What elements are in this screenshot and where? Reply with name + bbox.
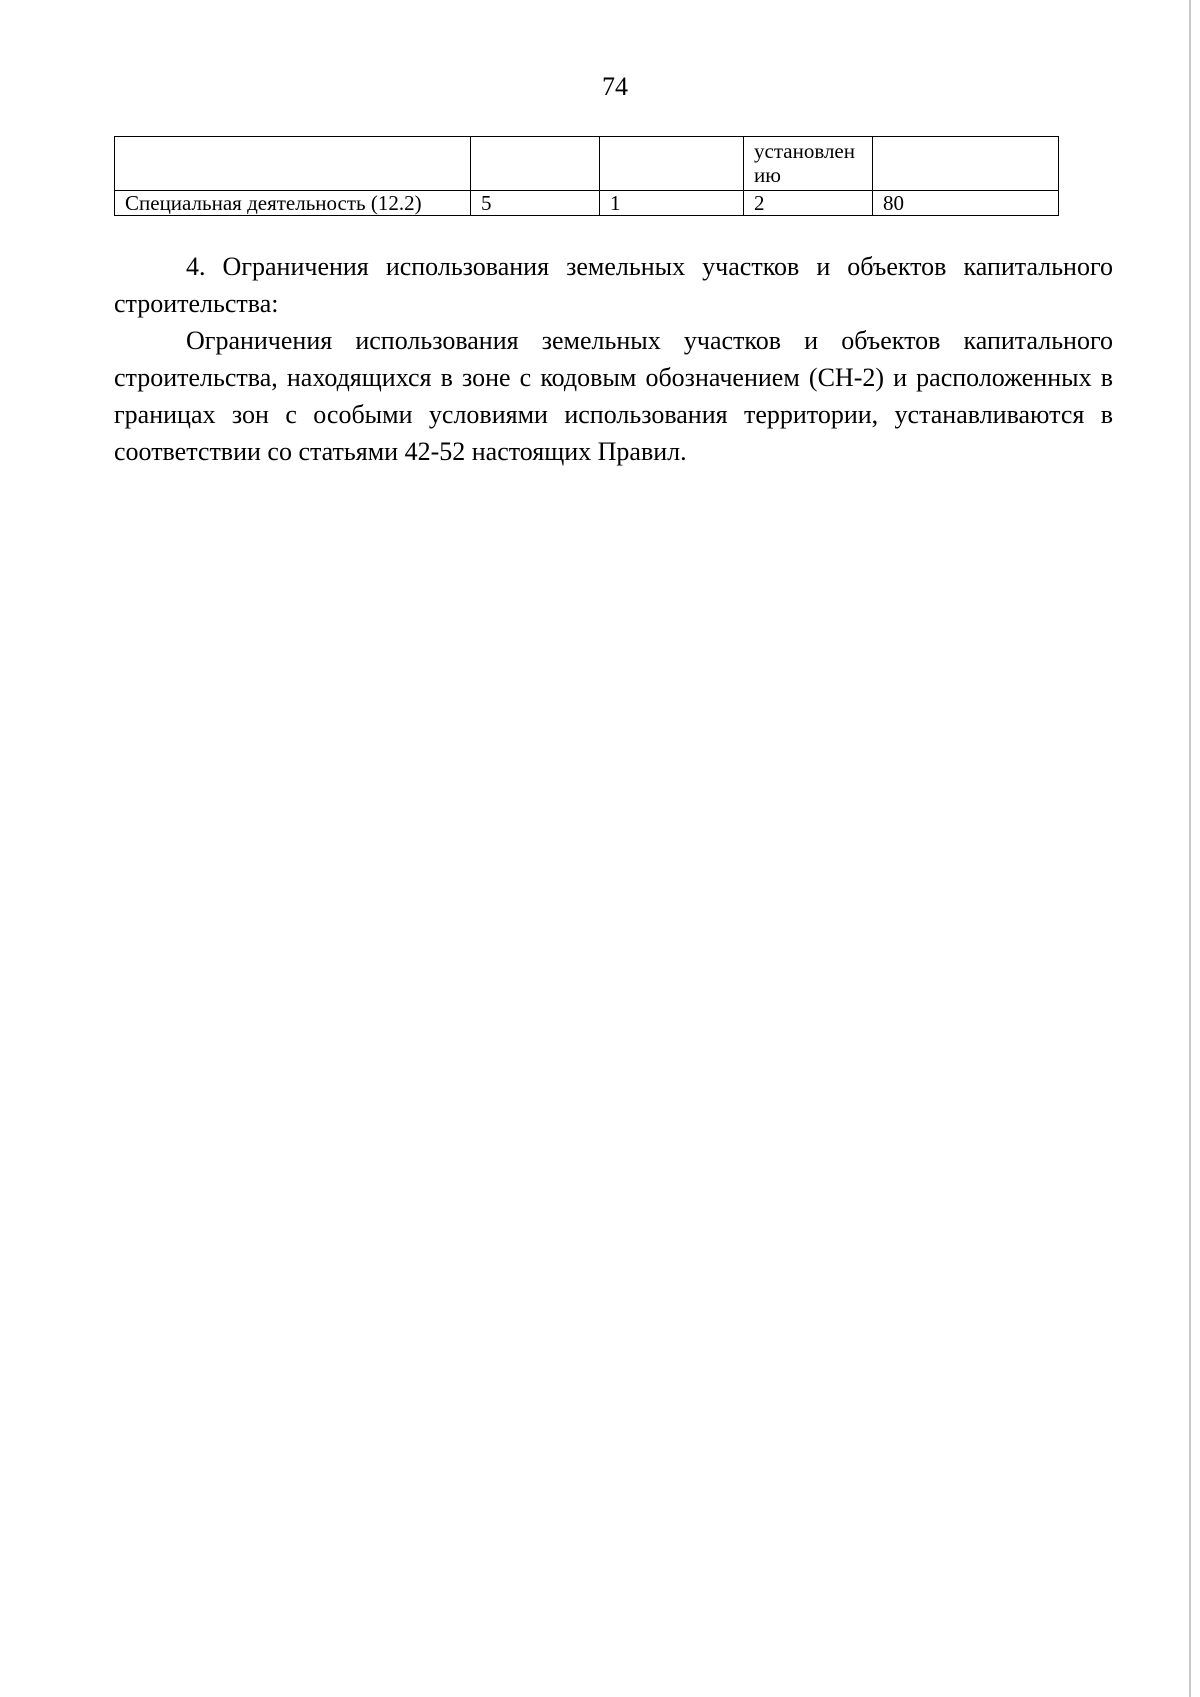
table-cell: [873, 137, 1059, 191]
paragraph-text: Ограничения использования земельных участков и объектов капитального строительства, находящихся в зоне с кодовым обозначением (СН-2) и расположенных в границах зон с особыми условиями использования территории, устанавливаются в соответствии со статьями 42-52 настоящих Правил.: [114, 326, 1113, 466]
page-edge-divider: [1189, 0, 1191, 1697]
table-cell-activity: Специальная деятельность (12.2): [115, 191, 471, 216]
table-cell: [115, 137, 471, 191]
regulations-table: [114, 136, 1059, 216]
restrictions-paragraph: [114, 322, 1113, 470]
table-cell: [600, 137, 744, 191]
table-cell: установлен ию: [744, 137, 873, 191]
table-cell: [471, 137, 600, 191]
table-row: [115, 191, 1059, 216]
paragraph-text: 4. Ограничения использования земельных участков и объектов капитального строительства:: [114, 252, 1113, 318]
section-heading-paragraph: [114, 248, 1113, 322]
table-row: [115, 137, 1059, 191]
page-number: 74: [602, 72, 628, 101]
table-cell: 5: [471, 191, 600, 216]
table-cell: 1: [600, 191, 744, 216]
table-cell: 80: [873, 191, 1059, 216]
table-cell: 2: [744, 191, 873, 216]
